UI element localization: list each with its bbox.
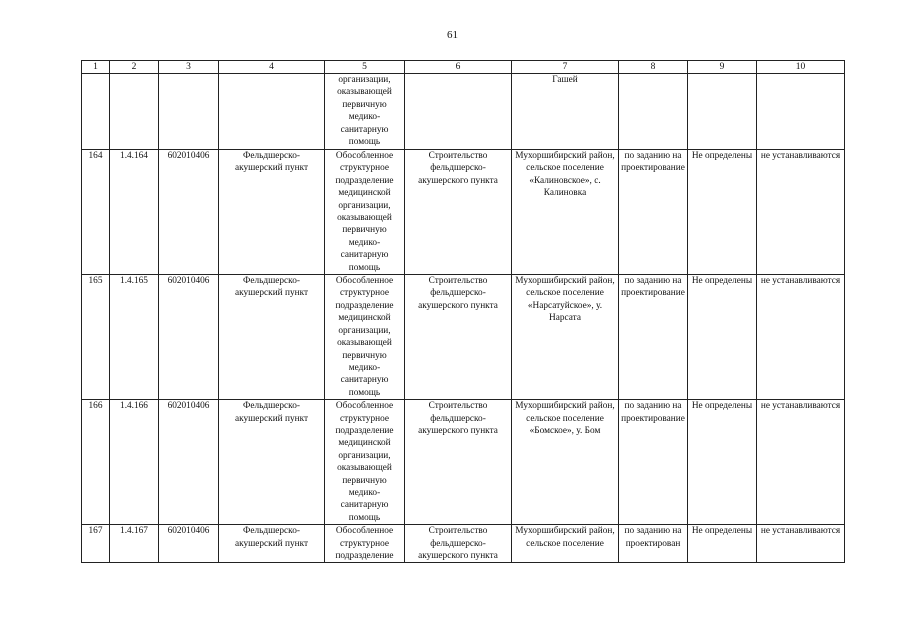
- cell-location: Мухоршибирский район, сельское поселение «Нарсатуйское», у. Нарсата: [512, 275, 619, 400]
- cell-id: [110, 74, 159, 150]
- cell-purpose: Строительство фельдшерско-акушерского пункта: [405, 525, 512, 563]
- cell-parameters: Не определены: [688, 400, 757, 525]
- cell-object-name: Фельдшерско-акушерский пункт: [219, 150, 325, 275]
- column-number: 2: [110, 61, 159, 74]
- cell-object-name: Фельдшерско-акушерский пункт: [219, 275, 325, 400]
- table-row: [82, 275, 845, 400]
- cell-location: Мухоршибирский район, сельское поселение «Калиновское», с. Калиновка: [512, 150, 619, 275]
- cell-purpose: [405, 74, 512, 150]
- cell-description: Обособленное структурное подразделение медицинской организации, оказывающей первичную медико-санитарную помощь: [325, 150, 405, 275]
- cell-description: Обособленное структурное подразделение медицинской организации, оказывающей первичную медико-санитарную помощь: [325, 275, 405, 400]
- cell-id: 1.4.167: [110, 525, 159, 563]
- cell-object-name: [219, 74, 325, 150]
- column-number: 4: [219, 61, 325, 74]
- cell-parameters: Не определены: [688, 150, 757, 275]
- column-number: 1: [82, 61, 110, 74]
- cell-zones: [757, 74, 845, 150]
- table-row: [82, 150, 845, 275]
- page-number: 61: [447, 29, 458, 41]
- cell-object-name: Фельдшерско-акушерский пункт: [219, 400, 325, 525]
- cell-capacity: по заданию на проектирование: [619, 400, 688, 525]
- cell-parameters: Не определены: [688, 525, 757, 563]
- cell-zones: не устанавливаются: [757, 275, 845, 400]
- cell-parameters: [688, 74, 757, 150]
- cell-location: Гашей: [512, 74, 619, 150]
- cell-code: 602010406: [159, 275, 219, 400]
- cell-description: Обособленное структурное подразделение: [325, 525, 405, 563]
- column-number-row: [82, 61, 845, 74]
- table-row-continuation: [82, 74, 845, 150]
- column-number: 8: [619, 61, 688, 74]
- cell-capacity: по заданию на проектирование: [619, 275, 688, 400]
- table-row-cut: [82, 525, 845, 563]
- cell-description: организации, оказывающей первичную медико-санитарную помощь: [325, 74, 405, 150]
- cell-id: 1.4.164: [110, 150, 159, 275]
- cell-id: 1.4.166: [110, 400, 159, 525]
- column-number: 3: [159, 61, 219, 74]
- objects-table: [81, 60, 845, 563]
- cell-location: Мухоршибирский район, сельское поселение: [512, 525, 619, 563]
- cell-parameters: Не определены: [688, 275, 757, 400]
- cell-number: [82, 74, 110, 150]
- cell-zones: не устанавливаются: [757, 525, 845, 563]
- cell-description: Обособленное структурное подразделение медицинской организации, оказывающей первичную медико-санитарную помощь: [325, 400, 405, 525]
- column-number: 10: [757, 61, 845, 74]
- column-number: 9: [688, 61, 757, 74]
- cell-number: 165: [82, 275, 110, 400]
- cell-id: 1.4.165: [110, 275, 159, 400]
- table-row: [82, 400, 845, 525]
- cell-number: 166: [82, 400, 110, 525]
- cell-capacity: [619, 74, 688, 150]
- cell-object-name: Фельдшерско-акушерский пункт: [219, 525, 325, 563]
- cell-purpose: Строительство фельдшерско-акушерского пункта: [405, 400, 512, 525]
- cell-zones: не устанавливаются: [757, 400, 845, 525]
- column-number: 5: [325, 61, 405, 74]
- cell-capacity: по заданию на проектирование: [619, 150, 688, 275]
- cell-purpose: Строительство фельдшерско-акушерского пункта: [405, 150, 512, 275]
- cell-location: Мухоршибирский район, сельское поселение «Бомское», у. Бом: [512, 400, 619, 525]
- cell-capacity: по заданию на проектирован: [619, 525, 688, 563]
- column-number: 6: [405, 61, 512, 74]
- cell-code: 602010406: [159, 150, 219, 275]
- cell-number: 164: [82, 150, 110, 275]
- cell-number: 167: [82, 525, 110, 563]
- cell-code: 602010406: [159, 525, 219, 563]
- cell-code: 602010406: [159, 400, 219, 525]
- column-number: 7: [512, 61, 619, 74]
- cell-zones: не устанавливаются: [757, 150, 845, 275]
- cell-code: [159, 74, 219, 150]
- cell-purpose: Строительство фельдшерско-акушерского пункта: [405, 275, 512, 400]
